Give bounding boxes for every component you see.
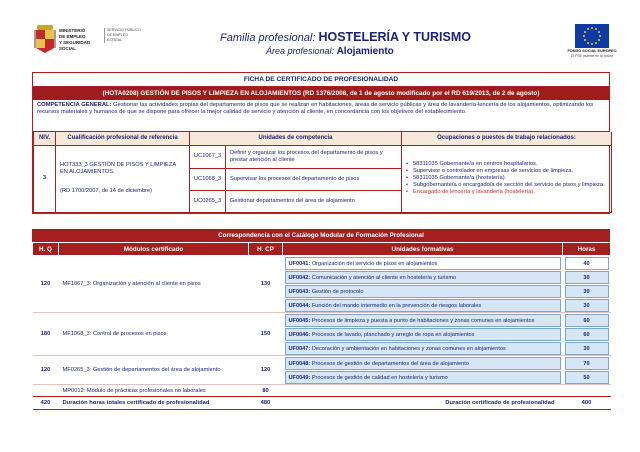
uf-hours: 40 (565, 257, 609, 270)
eu-fund-motto: El FSE invierte en tu futuro (571, 54, 613, 58)
qualification-header-row (34, 132, 612, 145)
competencia-general (33, 100, 609, 132)
col-modulos: Módulos certificado (59, 243, 249, 256)
module-hcp: 150 (249, 313, 283, 356)
unit-name: Gestionar departamentos del área de alojamiento (226, 190, 402, 212)
col-cualificacion: Cualificación profesional de referencia (56, 132, 190, 145)
module-name: MF0265_3: Gestión de departamentos del área de alojamiento (59, 356, 249, 385)
certificate-title: (HOTA0208) GESTIÓN DE PISOS Y LIMPIEZA EN ALOJAMIENTOS (RD 1376/2008, de 1 de agosto modificado por el RD 619/2013, de 2 de agosto) (33, 87, 609, 100)
module-row (33, 313, 611, 356)
totals-row (33, 397, 611, 410)
uf-item: UF0043: Gestión de protocolo (285, 285, 561, 298)
uf-hours: 30 (565, 299, 609, 312)
area-profesional: Área profesional: Alojamiento (266, 46, 394, 57)
practicas-hcp: 80 (262, 387, 269, 394)
eu-fund-name: FONDO SOCIAL EUROPEO (567, 49, 617, 53)
practicas-row (33, 385, 611, 397)
modular-title: Correspondencia con el Catálogo Modular de Formación Profesional (32, 229, 610, 242)
col-horas: Horas (563, 243, 611, 256)
uf-item: UF0046: Procesos de lavado, planchado y arreglo de ropa en alojamientos (285, 328, 561, 341)
modular-section (32, 229, 610, 410)
uf-hours: 60 (565, 328, 609, 341)
unit-name: Definir y organizar los procesos del departamento de pisos y prestar atención al cliente (226, 145, 402, 168)
col-ocupaciones: Ocupaciones o puestos de trabajo relacionados: (402, 132, 612, 145)
occupation-item: • 58311035 Gobernante/a en centros hospitalarios. (406, 161, 607, 168)
uf-item: UF0045: Procesos de limpieza y puesta a punto de habitaciones y zonas comunes en alojamientos (285, 314, 561, 327)
cualificacion-name: HOT333_3 GESTIÓN DE PISOS Y LIMPIEZA EN ALOJAMIENTOS. (60, 162, 176, 175)
uf-list (283, 313, 563, 356)
uf-item: UF0044: Función del mando intermedio en la prevención de riesgos laborales (285, 299, 561, 312)
occupations-list (406, 161, 607, 196)
module-hq: 120 (33, 256, 59, 313)
modules-table (32, 242, 611, 410)
uf-item: UF0042: Comunicación y atención al cliente en hostelería y turismo (285, 271, 561, 284)
modules-header-row (33, 243, 611, 256)
practicas-name: MP0012: Módulo de prácticas profesionales no laborales (62, 387, 206, 394)
col-hcp: H. CP (249, 243, 283, 256)
occupations-cell (402, 145, 612, 212)
module-hq: 180 (33, 313, 59, 356)
total-cert-hours: 400 (563, 397, 611, 410)
module-hcp: 130 (249, 256, 283, 313)
page-header (0, 0, 640, 70)
module-row (33, 256, 611, 313)
coat-of-arms-icon (34, 24, 56, 54)
unit-code: UC1067_3 (190, 145, 226, 168)
nivel-value: 3 (34, 145, 56, 212)
unit-code: UC0265_3 (190, 190, 226, 212)
total-label: Duración horas totales certificado de profesionalidad (59, 397, 249, 410)
occupation-item: • Encargado de lencería y lavandería (hostelería). (406, 189, 607, 196)
uf-hours: 50 (565, 371, 609, 384)
module-name: MF1067_3: Organización y atención al cliente en pisos (59, 256, 249, 313)
unit-name: Supervisar los procesos del departamento de pisos (226, 168, 402, 190)
uf-hours-list (563, 356, 611, 385)
uf-item: UF0041: Organización del servicio de pisos en alojamientos (285, 257, 561, 270)
unit-row (34, 145, 612, 168)
uf-list (283, 256, 563, 313)
uf-item: UF0048: Procesos de gestión de departamentos del área de alojamiento (285, 357, 561, 370)
col-niv: NIV. (34, 132, 56, 145)
module-hq: 120 (33, 356, 59, 385)
unit-code: UC1068_3 (190, 168, 226, 190)
cualificacion-rd: (RD 1700/2007, de 14 de diciembre) (60, 188, 153, 194)
qualification-table (33, 132, 612, 213)
uf-hours: 30 (565, 271, 609, 284)
uf-hours: 30 (565, 285, 609, 298)
ministry-logo (34, 24, 154, 58)
module-hcp: 120 (249, 356, 283, 385)
col-unidades: Unidades de competencia (190, 132, 402, 145)
competencia-label: COMPETENCIA GENERAL: (37, 102, 112, 108)
uf-hours: 30 (565, 342, 609, 355)
total-hcp: 480 (249, 397, 283, 410)
sepe-name: SERVICIO PÚBLICO DE EMPLEO ESTATAL (104, 28, 144, 43)
uf-hours: 60 (565, 314, 609, 327)
uf-hours: 70 (565, 357, 609, 370)
certificate-card (32, 72, 610, 214)
occupation-item: • 58311035 Gobernante/a (hostelería). (406, 175, 607, 182)
total-cert-label: Duración certificado de profesionalidad (283, 397, 563, 410)
occupation-item: • Subgobernante/a o encargado/a de sección del servicio de pisos y limpieza. (406, 182, 607, 189)
occupation-item: • Supervisor o controlador en empresas de servicios de limpieza. (406, 168, 607, 175)
competencia-text: Gestionar las actividades propias del departamento de pisos que se realizan en habitaciones, áreas de servicio públicas y área de lavandería-lencería de los alojamientos, optimizando los recursos materiales y humanos de que se dispone para ofrecer la mejor calidad de servicio y atención al cliente, en concordancia con los objetivos del establecimiento. (37, 102, 594, 116)
eu-flag-icon (575, 24, 609, 48)
ministry-name: MINISTERIO DE EMPLEO Y SEGURIDAD SOCIAL (59, 28, 91, 51)
module-row (33, 356, 611, 385)
col-unidades-formativas: Unidades formativas (283, 243, 563, 256)
ficha-title: FICHA DE CERTIFICADO DE PROFESIONALIDAD (33, 73, 609, 87)
uf-item: UF0049: Procesos de gestión de calidad en hostelería y turismo (285, 371, 561, 384)
cualificacion-cell (56, 145, 190, 212)
uf-hours-list (563, 256, 611, 313)
col-hq: H. Q (33, 243, 59, 256)
uf-list (283, 356, 563, 385)
total-hq: 420 (33, 397, 59, 410)
familia-profesional: Familia profesional: HOSTELERÍA Y TURISMO (220, 30, 472, 44)
uf-item: UF0047: Decoración y ambientación en habitaciones y zonas comunes en alojamientos (285, 342, 561, 355)
uf-hours-list (563, 313, 611, 356)
module-name: MF1068_3: Control de procesos en pisos (59, 313, 249, 356)
